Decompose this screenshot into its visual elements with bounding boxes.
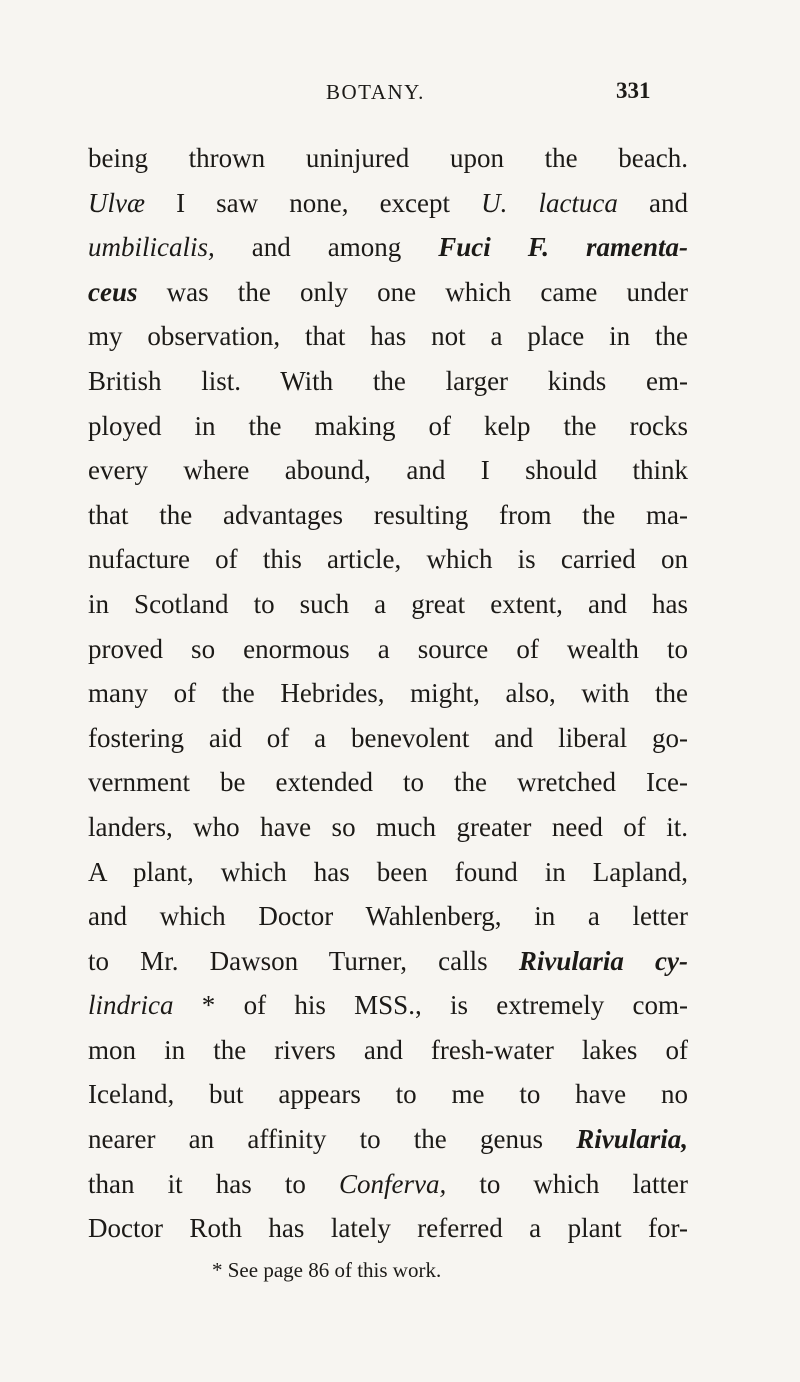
text-line xyxy=(88,582,688,627)
italic-run: U. lactuca xyxy=(481,187,618,218)
body-text xyxy=(88,136,688,1251)
text-run: and xyxy=(617,187,688,218)
text-run: * of his MSS., is extremely com- xyxy=(173,990,688,1021)
text-run: nearer an affinity to the genus xyxy=(88,1124,577,1155)
text-line xyxy=(88,805,688,850)
italic-run: Rivularia, xyxy=(576,1124,688,1155)
page-number: 331 xyxy=(616,78,651,103)
text-line xyxy=(88,760,688,805)
text-line xyxy=(88,1206,688,1251)
text-run: was the only one which came under xyxy=(137,276,688,307)
text-run: fostering aid of a benevolent and liberal go- xyxy=(88,722,688,753)
text-run: vernment be extended to the wretched Ice- xyxy=(88,767,688,798)
text-line xyxy=(88,136,688,181)
running-head-title: BOTANY. xyxy=(326,80,425,104)
text-line xyxy=(88,1117,688,1162)
text-line xyxy=(88,448,688,493)
text-line xyxy=(88,181,688,226)
text-run: and which Doctor Wahlenberg, in a letter xyxy=(88,901,688,932)
text-run: and among xyxy=(214,232,439,263)
text-line xyxy=(88,1162,688,1207)
text-run: to which latter xyxy=(446,1168,689,1199)
text-run: than it has to xyxy=(88,1168,339,1199)
text-run: to Mr. Dawson Turner, calls xyxy=(88,945,519,976)
text-line xyxy=(88,537,688,582)
text-line xyxy=(88,716,688,761)
italic-run: Fuci F. ramenta- xyxy=(438,232,688,263)
text-line xyxy=(88,404,688,449)
italic-run: Ulvæ xyxy=(88,187,145,218)
text-line xyxy=(88,314,688,359)
text-run: in Scotland to such a great extent, and has xyxy=(88,588,688,619)
text-run: ployed in the making of kelp the rocks xyxy=(88,410,688,441)
text-run: Iceland, but appears to me to have no xyxy=(88,1079,688,1110)
text-line xyxy=(88,939,688,984)
text-run: proved so enormous a source of wealth to xyxy=(88,633,688,664)
text-run: landers, who have so much greater need of it. xyxy=(88,811,688,842)
italic-run: lindrica xyxy=(88,990,174,1021)
text-run: Doctor Roth has lately referred a plant for- xyxy=(88,1213,688,1244)
text-run: I saw none, except xyxy=(145,187,482,218)
text-run: my observation, that has not a place in the xyxy=(88,321,688,352)
text-line xyxy=(88,1028,688,1073)
text-line xyxy=(88,850,688,895)
footnote: * See page 86 of this work. xyxy=(212,1258,442,1282)
italic-run: ceus xyxy=(88,276,138,307)
text-run: British list. With the larger kinds em- xyxy=(88,365,688,396)
text-run: many of the Hebrides, might, also, with the xyxy=(88,678,688,709)
text-line xyxy=(88,671,688,716)
italic-run: Conferva, xyxy=(338,1168,447,1199)
text-line xyxy=(88,1072,688,1117)
italic-run: Rivularia cy- xyxy=(518,945,689,976)
text-line xyxy=(88,894,688,939)
text-run: being thrown uninjured upon the beach. xyxy=(88,143,688,173)
text-line xyxy=(88,225,688,270)
text-run: every where abound, and I should think xyxy=(88,455,688,486)
text-run: nufacture of this article, which is carried on xyxy=(88,544,688,575)
text-line xyxy=(88,493,688,538)
text-line xyxy=(88,359,688,404)
text-line xyxy=(88,270,688,315)
text-line xyxy=(88,627,688,672)
text-run: mon in the rivers and fresh-water lakes of xyxy=(88,1034,688,1065)
text-run: that the advantages resulting from the ma- xyxy=(88,499,688,530)
italic-run: umbilicalis, xyxy=(88,232,215,263)
text-line xyxy=(88,983,688,1028)
text-run: A plant, which has been found in Lapland, xyxy=(88,856,688,887)
